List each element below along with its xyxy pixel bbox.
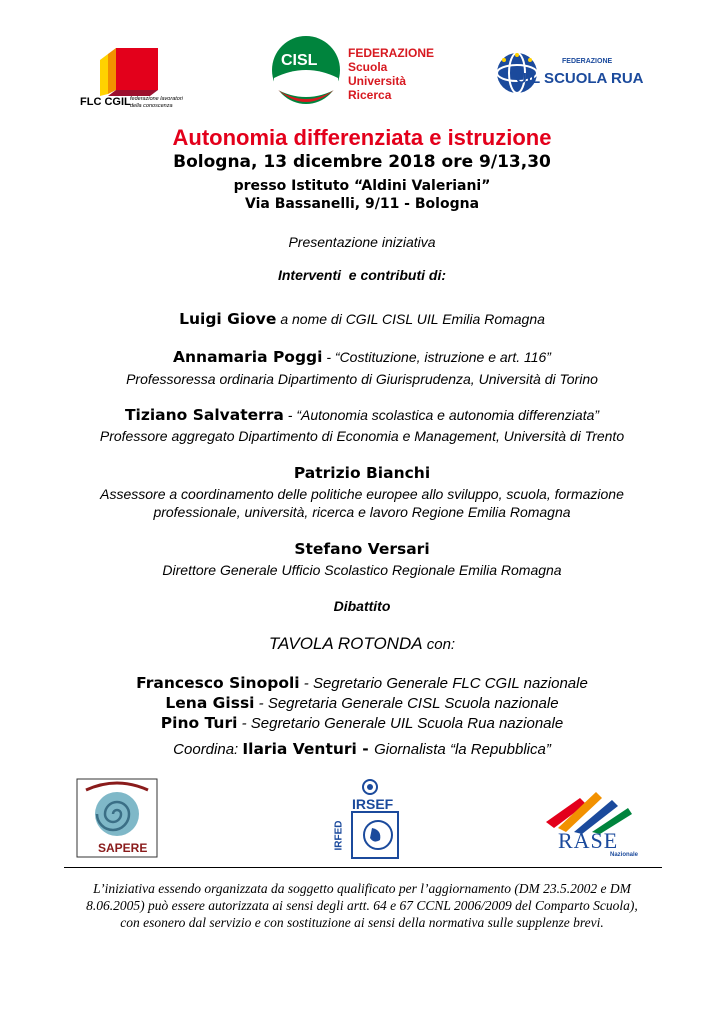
cisl-line-2: Scuola [348,60,388,74]
event-venue: presso Istituto “Aldini Valeriani” [233,178,491,194]
panelist-3 [0,714,724,733]
panelist-role: - Segretario Generale UIL Scuola Rua nazionale [237,715,564,732]
speaker-5 [0,540,724,559]
footer-line-3: con esonero dal servizio e con sostituzione ai sensi della normativa sulle supplenze brevi. [120,915,604,930]
proteo-sapere-logo [76,778,158,858]
flc-cgil-name: FLC CGIL [80,96,131,108]
uil-scuola-rua-logo [494,50,664,100]
speaker-4 [0,464,724,483]
irsef-name: IRSEF [352,796,394,812]
cisl-line-4: Ricerca [348,88,392,102]
interventions-heading: Interventi e contributi di: [277,267,446,283]
proteo-name: SAPERE [98,841,148,855]
panelist-1 [0,674,724,693]
speaker-5-role: Direttore Generale Ufficio Scolastico Regionale Emilia Romagna [162,562,562,578]
uil-top-label: FEDERAZIONE [562,58,613,65]
footer-line-1: L’iniziativa essendo organizzata da soggetto qualificato per l’aggiornamento (DM 23.5.2002 e DM [93,881,631,896]
coordinator-name: Ilaria Venturi - [242,740,375,758]
speaker-name: Annamaria Poggi [173,348,323,366]
speaker-3 [0,406,724,425]
speaker-topic: - “Autonomia scolastica e autonomia differenziata” [283,407,600,423]
footer-line-2: 8.06.2005) può essere autorizzata ai sensi degli artt. 64 e 67 CCNL 2006/2009 del Comparto Scuola), [86,898,638,913]
rase-sub: Nazionale [610,852,639,858]
panelist-role: - Segretaria Generale CISL Scuola nazionale [254,695,559,712]
uil-name: UIL SCUOLA RUA [516,70,644,87]
cisl-globe-icon [268,32,344,108]
coordinator-label: Coordina: [173,741,243,758]
flc-cgil-logo [78,44,208,114]
presentation-label: Presentazione iniziativa [288,234,436,250]
speaker-3-role: Professore aggregato Dipartimento di Economia e Management, Università di Trento [99,428,625,444]
speaker-1 [0,310,724,329]
speaker-name: Stefano Versari [294,540,430,558]
event-address: Via Bassanelli, 9/11 - Bologna [244,196,480,212]
rase-name: RASE [558,828,619,853]
panelist-name: Lena Gissi [165,694,255,712]
cisl-line-1: FEDERAZIONE [348,46,435,60]
round-table-label: TAVOLA ROTONDA [268,634,423,653]
panelist-2 [0,694,724,713]
panelist-name: Pino Turi [160,714,238,732]
panelist-role: - Segretario Generale FLC CGIL nazionale [299,675,588,692]
panelist-name: Francesco Sinopoli [136,674,300,692]
speaker-name: Luigi Giove [179,310,277,328]
irfed-name: IRFED [333,820,345,851]
rase-logo [540,782,650,862]
speaker-name: Tiziano Salvaterra [124,406,284,424]
flc-cgil-tagline-1: federazione lavoratori [130,96,183,102]
flc-cgil-tagline-2: della conoscenza [130,103,173,109]
round-table-suffix: con: [422,636,456,653]
cisl-name: CISL [281,52,318,69]
speaker-4-role: Assessore a coordinamento delle politiche europee allo sviluppo, scuola, formazione [100,486,624,502]
event-title: Autonomia differenziata e istruzione [172,125,552,150]
cisl-line-3: Università [348,74,407,88]
speaker-topic: - “Costituzione, istruzione e art. 116” [322,349,551,365]
coordinator-role: Giornalista “la Repubblica” [374,741,551,758]
footer-divider [64,867,662,868]
irsef-irfed-logo [334,778,406,862]
rase-arrows-icon [540,782,650,834]
cisl-logo [268,32,435,112]
speaker-2 [0,348,724,367]
coordinator-line [0,740,724,759]
speaker-2-role: Professoressa ordinaria Dipartimento di Giurisprudenza, Università di Torino [126,371,598,387]
speaker-4-role-2: professionale, università, ricerca e lavoro Regione Emilia Romagna [153,504,571,520]
event-date: Bologna, 13 dicembre 2018 ore 9/13,30 [173,152,551,172]
speaker-name: Patrizio Bianchi [293,464,431,482]
speaker-topic: a nome di CGIL CISL UIL Emilia Romagna [276,311,545,327]
round-table-heading [0,634,724,654]
irsef-emblem-icon [334,778,406,862]
debate-label: Dibattito [333,598,391,614]
